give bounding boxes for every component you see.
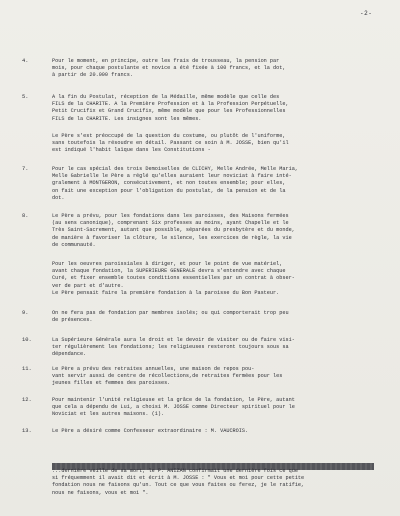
text-line: FILS de la CHARITE. Les insignes sont les mêmes. <box>52 115 202 122</box>
paragraph-final <box>52 468 374 497</box>
paragraph-8-continued <box>52 261 374 297</box>
text-line: Pour maintenir l'unité religieuse et la grâce de la fondation, le Père, autant <box>52 397 295 403</box>
text-line: Petit Crucifix et Grand Crucifix, même modèle que pour les Professionnelles <box>52 108 286 115</box>
paragraph-number: 9. <box>22 310 29 316</box>
text-line: FILS de la CHARITE. A la Première Profession et à la Profession Perpétuelle, <box>52 101 289 108</box>
text-line: est indiqué l'habit laïque dans les Constitutions - <box>52 147 211 154</box>
text-line: à partir de 20.000 francs. <box>52 72 133 79</box>
text-line: Le Père s'est préoccupé de la question du costume, ou plutôt de l'uniforme, <box>52 133 286 139</box>
text-line: dot. <box>52 194 65 201</box>
text-line: ...dernière veille de sa mort, le P. ANIZAN confirmait une dernière fois ce que <box>52 468 298 474</box>
paragraph-number: 5. <box>22 94 29 100</box>
text-line: Pour le moment, en principe, outre les frais de trousseau, la pension par <box>52 58 280 64</box>
text-line: avant chaque fondation, la SUPERIEURE GENERALE devra s'entendre avec chaque <box>52 268 286 275</box>
paragraph-number: 4. <box>22 58 29 64</box>
paragraph-11 <box>22 366 374 388</box>
text-line: nous ne faisons, vous et moi ". <box>52 489 149 496</box>
paragraph-8 <box>22 213 374 249</box>
text-line: mois, pour chaque postulante et novice a été fixée à 100 francs, et la dot, <box>52 65 286 72</box>
paragraph-13 <box>22 428 374 435</box>
text-line: jeunes filles et femmes des paroisses. <box>52 380 171 387</box>
paragraph-number: 11. <box>22 366 32 372</box>
text-line: Pour le cas spécial des trois Demoiselles de CLICHY, Melle Andrée, Melle Maria, <box>52 166 298 172</box>
text-line: La Supérieure Générale aura le droit et le devoir de visiter ou de faire visi- <box>52 337 295 343</box>
text-line: de présences. <box>52 317 93 324</box>
text-line: ver de part et d'autre. <box>52 282 124 289</box>
text-line: A la fin du Postulat, réception de la Médaille, même modèle que celle des <box>52 94 280 100</box>
text-line: Le Père a prévu des retraites annuelles, une maison de repos pou- <box>52 366 255 372</box>
paragraph-10 <box>22 337 374 359</box>
text-line: Le Père a prévu, pour les fondations dans les paroisses, des Maisons fermées <box>52 213 289 219</box>
text-line: sans toutefois la résoudre en détail. Passant ce soin à M. JOSSE, bien qu'il <box>52 140 289 147</box>
paragraph-9 <box>22 310 374 324</box>
text-line: Le Père a désiré comme Confesseur extraordinaire : M. VAUCROIS. <box>52 428 249 434</box>
text-line: vant servir aussi de centre de récollections,de retraites fermées pour les <box>52 373 283 380</box>
text-line: dépendance. <box>52 351 87 358</box>
page-number: -2- <box>360 10 373 17</box>
text-line: gralement à MONTGERON, consécutivement, et non toutes ensemble; pour elles, <box>52 180 286 187</box>
paragraph-5 <box>22 94 374 123</box>
text-line: Curé, et fixer ensemble toutes conditions essentielles par un contrat à obser- <box>52 275 295 282</box>
text-line: on fait une exception pour l'obligation du postulat, de la pension et de la <box>52 187 286 194</box>
paragraph-number: 7. <box>22 166 29 172</box>
text-line: Noviciat et les autres maisons. (1). <box>52 411 165 418</box>
paragraph-6 <box>52 133 374 155</box>
text-line: Très Saint-Sacrement, autant que possible, séparées du presbytère et du monde, <box>52 227 295 234</box>
paragraph-12 <box>22 397 374 419</box>
paragraph-4 <box>22 58 374 80</box>
text-line: (au sens canonique), comprenant Six professes au moins, ayant Chapelle et le <box>52 220 289 227</box>
paragraph-number: 13. <box>22 428 32 434</box>
paragraph-number: 12. <box>22 397 32 403</box>
paragraph-number: 10. <box>22 337 32 343</box>
text-line: Pour les oeuvres paroissiales à diriger, et pour le point de vue matériel, <box>52 261 283 267</box>
text-line: fondation nous ne faisons qu'un. Tout ce que vous faites ou ferez, je le ratifie, <box>52 482 305 489</box>
text-line: Le Père pensait faire la première fondation à la paroisse du Bon Pasteur. <box>52 289 280 296</box>
text-line: ter régulièrement les fondations; les religieuses resteront toujours sous sa <box>52 344 289 351</box>
text-line: Melle Gabrielle le Père a réglé qu'elles auraient leur noviciat à faire inté- <box>52 173 292 180</box>
text-line: de communauté. <box>52 241 96 248</box>
text-line: que cela a dépendu de Lui, a choisi M. JOSSE comme Directeur spirituel pour le <box>52 404 295 411</box>
paragraph-number: 8. <box>22 213 29 219</box>
text-line: On ne fera pas de fondation par membres isolés; ou qui comporterait trop peu <box>52 310 289 316</box>
text-line: si fréquemment il avait dit et écrit à M. JOSSE : " Vous et moi pour cette petite <box>52 475 305 482</box>
paragraph-7 <box>22 166 374 202</box>
text-line: de manière à favoriser la clôture, le silence, les exercices de règle, la vie <box>52 234 292 241</box>
